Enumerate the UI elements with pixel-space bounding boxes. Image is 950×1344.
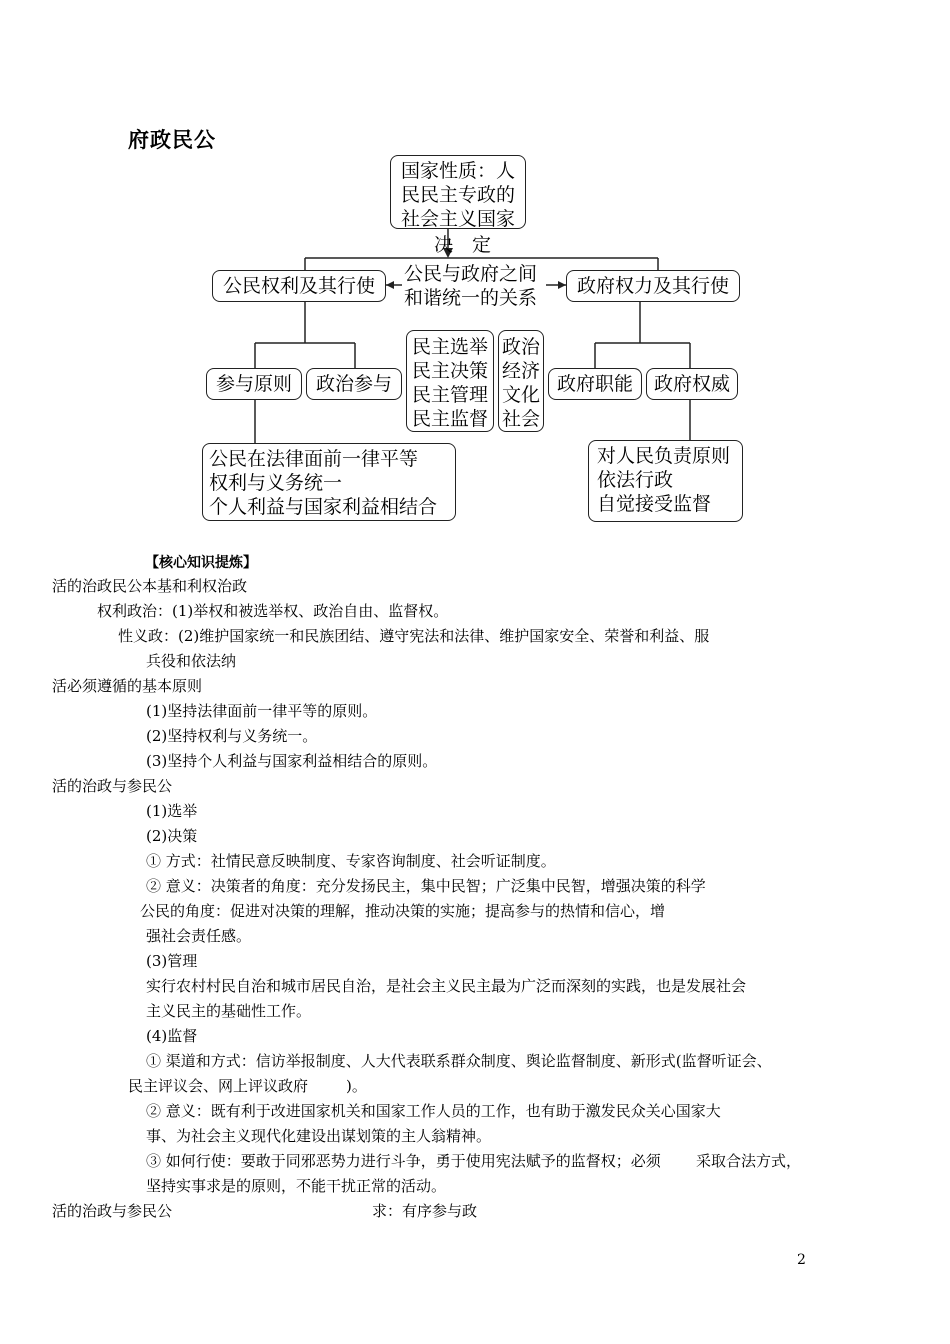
- text-line: 事、为社会主义现代化建设出谋划策的主人翁精神。: [146, 1127, 492, 1145]
- text-line: 主义民主的基础性工作。: [146, 1002, 312, 1020]
- core-knowledge-title: 【核心知识提炼】: [145, 555, 257, 571]
- text-line: ③ 如何行使：要敢于同邪恶势力进行斗争，勇于使用宪法赋予的监督权；必须: [146, 1152, 661, 1170]
- authority-detail-line: 对人民负责原则: [597, 445, 731, 467]
- citizen-rights-box: [212, 270, 386, 302]
- center-label-line: 公民与政府之间: [404, 263, 538, 285]
- principle-box: [206, 368, 302, 400]
- authority-detail-line: 自觉接受监督: [597, 493, 712, 515]
- text-line: 活的治政民公本基和利权治政: [52, 577, 248, 595]
- text-line: 性义政：(2)维护国家统一和民族团结、遵守宪法和法律、维护国家安全、荣誉和利益、服: [118, 627, 710, 645]
- democracy-box: [406, 330, 494, 432]
- fields-line: 文化: [501, 384, 540, 406]
- text-line: (1)坚持法律面前一律平等的原则。: [146, 702, 378, 720]
- text-line: 实行农村村民自治和城市居民自治，是社会主义民主最为广泛而深刻的实践，也是发展社会: [146, 977, 747, 995]
- text-line: ① 方式：社情民意反映制度、专家咨询制度、社会听证制度。: [146, 852, 556, 870]
- democracy-line: 民主监督: [411, 408, 488, 430]
- state-nature-box: [390, 155, 526, 229]
- text-line: 活的治政与参民公: [52, 777, 173, 795]
- text-line: (4)监督: [146, 1027, 198, 1045]
- nature-line: 国家性质：人: [400, 160, 515, 182]
- center-label-line: 和谐统一的关系: [404, 287, 538, 309]
- center-relation-label: [404, 262, 537, 310]
- fields-box: [498, 330, 544, 432]
- principle-detail-line: 权利与义务统一: [209, 472, 343, 494]
- text-line: 兵役和依法纳: [146, 652, 237, 670]
- authority-detail-box: [588, 440, 743, 522]
- text-line: )。: [346, 1077, 367, 1095]
- principles-detail-box: [202, 443, 456, 521]
- authority-detail-line: 依法行政: [597, 469, 674, 491]
- text-line: 采取合法方式，: [696, 1152, 802, 1170]
- page-number: 2: [797, 1252, 806, 1268]
- text-line: 求：有序参与政: [372, 1202, 478, 1220]
- text-line: 权利政治：(1)举权和被选举权、政治自由、监督权。: [97, 602, 449, 620]
- text-line: 公民的角度：促进对决策的理解，推动决策的实施；提高参与的热情和信心，增: [140, 902, 666, 920]
- nature-line: 民民主专政的: [400, 184, 515, 206]
- text-line: ② 意义：决策者的角度：充分发扬民主，集中民智；广泛集中民智，增强决策的科学: [146, 877, 706, 895]
- authority-box: [646, 368, 738, 400]
- text-line: (2)决策: [146, 827, 198, 845]
- fields-line: 经济: [501, 360, 540, 382]
- democracy-line: 民主决策: [411, 360, 488, 382]
- principle-detail-line: 公民在法律面前一律平等: [209, 448, 419, 470]
- function-box: [548, 368, 642, 400]
- function-label: 政府职能: [556, 373, 633, 395]
- text-line: 活的治政与参民公: [52, 1202, 173, 1220]
- participation-box: [306, 368, 402, 400]
- text-line: 民主评议会、网上评议政府: [128, 1077, 309, 1095]
- nature-line: 社会主义国家: [400, 208, 515, 230]
- page-title: 府政民公: [128, 127, 216, 152]
- text-line: (3)管理: [146, 952, 198, 970]
- authority-label: 政府权威: [653, 373, 730, 395]
- democracy-line: 民主选举: [411, 336, 488, 358]
- decide-label: 决 定: [434, 234, 492, 256]
- government-power-label: 政府权力及其行使: [576, 275, 729, 297]
- fields-line: 社会: [501, 408, 540, 430]
- principle-label: 参与原则: [215, 373, 292, 395]
- government-power-box: [566, 270, 740, 302]
- text-line: ① 渠道和方式：信访举报制度、人大代表联系群众制度、舆论监督制度、新形式(监督听证会、: [146, 1052, 772, 1070]
- text-line: (3)坚持个人利益与国家利益相结合的原则。: [146, 752, 438, 770]
- principle-detail-line: 个人利益与国家利益相结合: [209, 496, 438, 518]
- text-line: 活必须遵循的基本原则: [52, 677, 203, 695]
- text-line: 强社会责任感。: [146, 927, 252, 945]
- text-line: 坚持实事求是的原则，不能干扰正常的活动。: [146, 1177, 447, 1195]
- democracy-line: 民主管理: [411, 384, 488, 406]
- citizen-rights-label: 公民权利及其行使: [222, 275, 375, 297]
- text-line: (2)坚持权利与义务统一。: [146, 727, 318, 745]
- text-line: ② 意义：既有利于改进国家机关和国家工作人员的工作，也有助于激发民众关心国家大: [146, 1102, 721, 1120]
- text-line: (1)选举: [146, 802, 198, 820]
- fields-line: 政治: [501, 336, 540, 358]
- participation-label: 政治参与: [315, 373, 392, 395]
